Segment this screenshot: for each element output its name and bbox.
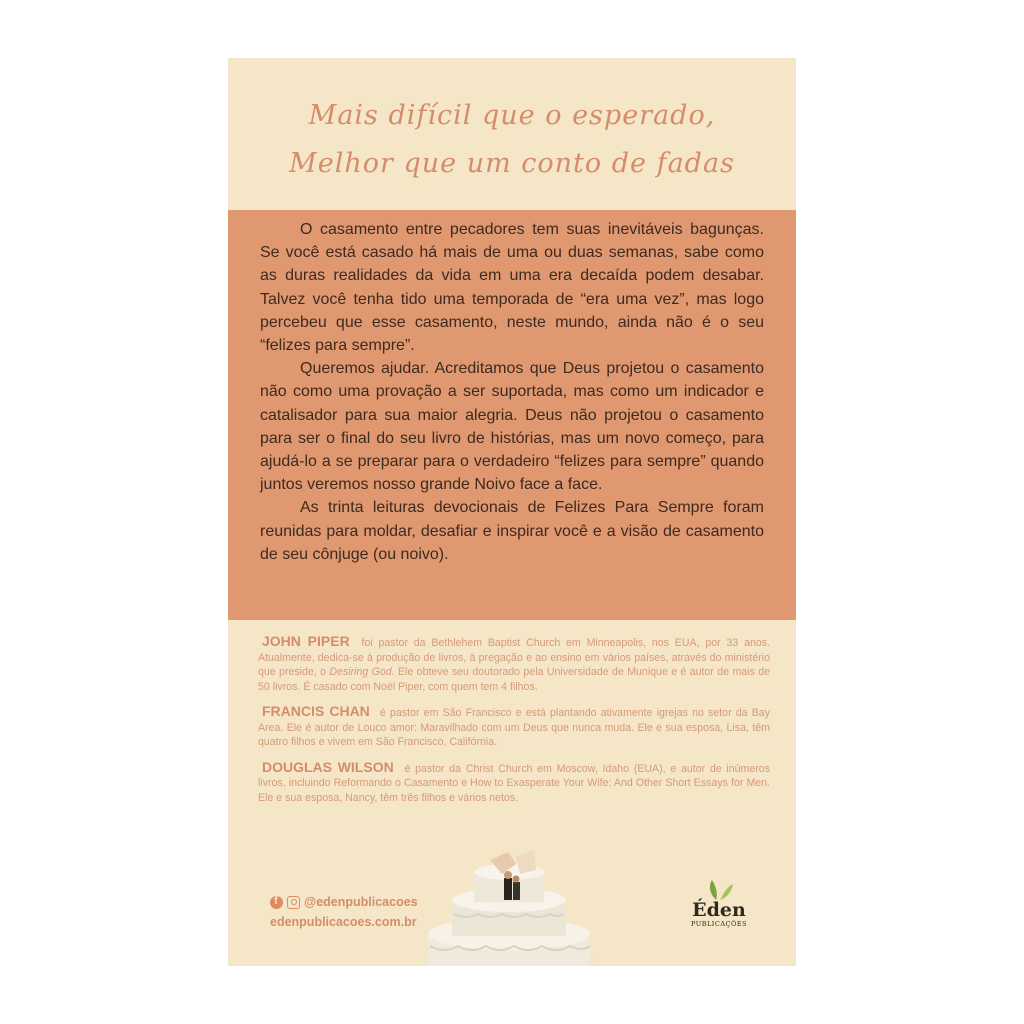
author-bio [258,634,770,694]
synopsis-paragraph: As trinta leituras devocionais de Felizes Para Sempre foram reunidas para moldar, desafiar e inspirar você e a visão de casamento de seu cônjuge (ou noivo). [260,499,764,563]
tagline-line-2: Melhor que um conto de fadas [289,148,735,179]
leaf-icon [704,878,734,902]
social-handle-row [270,892,418,912]
social-block [270,892,418,932]
author-bio [258,704,770,750]
book-back-cover [228,58,796,966]
website-link[interactable]: edenpublicacoes.com.br [270,915,417,929]
author-bio-italic: Desiring God [329,666,392,678]
facebook-icon[interactable] [270,896,283,909]
publisher-logo [690,878,748,942]
instagram-icon[interactable] [287,896,300,909]
author-name: FRANCIS CHAN [262,703,370,719]
synopsis-panel [228,210,796,620]
logo-subtitle: PUBLICAÇÕES [690,920,748,928]
website-row [270,912,418,932]
logo-wordmark: Éden [692,899,746,921]
author-bio-text: é pastor em São Francisco e está plantando ativamente igrejas no setor da Bay Area. Ele é autor de Louco amor: Maravilhado com um Deus que nunca muda. Ele e sua esposa, Lisa, têm quatro filhos e vivem em São Francisco, Califórnia. [258,707,770,748]
author-bio [258,760,770,806]
synopsis-paragraph: Queremos ajudar. Acreditamos que Deus projetou o casamento não como uma provação a ser suportada, mas como um indicador e catalisador para sua maior alegria. Deus não projetou o casamento para ser o final do seu livro de histórias, mas um novo começo, para ajudá-lo a se preparar para o verdadeiro “felizes para sempre” quando juntos veremos nosso grande Noivo face a face. [260,360,764,494]
author-bio-text: foi pastor da Bethlehem Baptist Church em Minneapolis, nos EUA, por 33 anos. Atualmente, dedica-se à produção de livros, à pregação e ao ensino em vários países, através do ministério que preside, o [258,637,770,678]
author-name: JOHN PIPER [262,633,350,649]
author-bio-text: é pastor da Christ Church em Moscow, Idaho (EUA), e autor de inúmeros livros, incluindo Reformando o Casamento e How to Exasperate Your Wife: And Other Short Essays for Men. Ele e sua esposa, Nancy, têm três filhos e vários netos. [258,762,770,804]
synopsis-paragraph: O casamento entre pecadores tem suas inevitáveis bagunças. Se você está casado há mais de uma ou duas semanas, sabe como as duras realidades da vida em uma era decaída podem desabar. Talvez você tenha tido uma temporada de “era uma vez”, mas logo percebeu que esse casamento, neste mundo, ainda não é o seu “felizes para sempre”. [260,221,764,355]
author-bio-text: . Ele obteve seu doutorado pela Universidade de Munique e é autor de mais de 50 livros. É casado com Noël Piper, com quem tem 4 filhos. [258,666,770,693]
social-handle[interactable]: @edenpublicacoes [304,895,418,909]
wedding-cake-image [424,850,594,966]
author-name: DOUGLAS WILSON [262,758,394,775]
tagline [228,92,796,188]
author-bios [258,634,770,815]
tagline-line-1: Mais difícil que o esperado, [308,100,716,131]
